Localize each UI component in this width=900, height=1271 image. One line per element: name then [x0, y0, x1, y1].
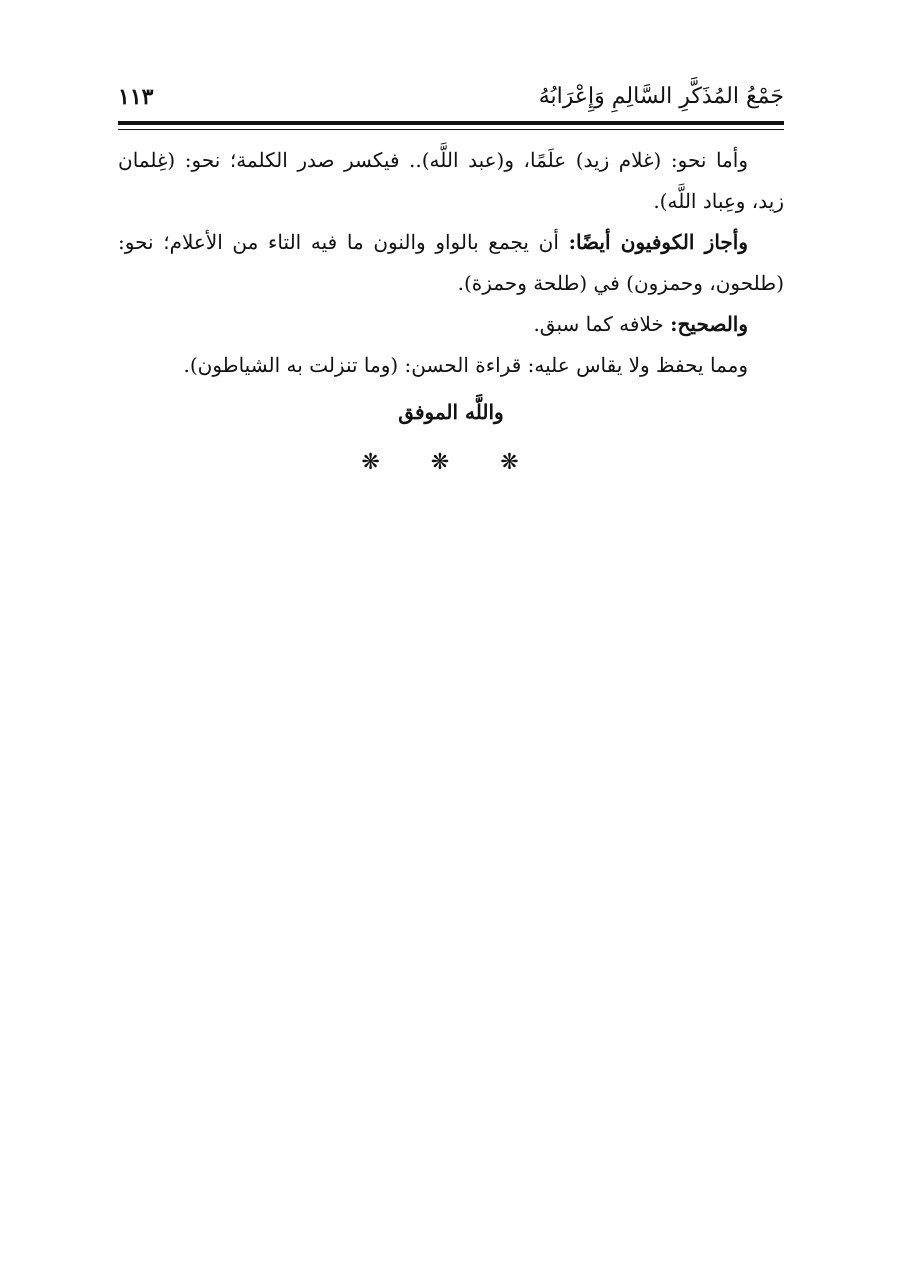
page-header: [118, 80, 784, 120]
header-rule-thick: [118, 121, 784, 125]
paragraph-lead: وأجاز الكوفيون أيضًا:: [568, 230, 749, 254]
page-number: ١١٣: [118, 84, 154, 110]
paragraph: [118, 345, 784, 386]
section-separator: ❋ ❋ ❋: [361, 450, 541, 475]
paragraph-text: ومما يحفظ ولا يقاس عليه: قراءة الحسن: (وما تنزلت به الشياطون).: [183, 353, 748, 377]
header-rule-thin: [118, 129, 784, 130]
paragraph-lead: والصحيح:: [670, 312, 748, 336]
body-text: [118, 140, 784, 386]
paragraph-text: أن يجمع بالواو والنون ما فيه التاء من الأعلام؛ نحو: (طلحون، وحمزون) في (طلحة وحمزة).: [118, 230, 784, 295]
paragraph: [118, 222, 784, 304]
paragraph-text: خلافه كما سبق.: [533, 312, 671, 336]
closing-phrase: واللَّه الموفق: [398, 400, 504, 424]
running-title: جَمْعُ المُذَكَّرِ السَّالِمِ وَإِعْرَابُهُ: [538, 84, 784, 109]
paragraph: [118, 304, 784, 345]
paragraph-text: وأما نحو: (غلام زيد) علَمًا، و(عبد اللَّه).. فيكسر صدر الكلمة؛ نحو: (غِلمان زيد، وعِباد اللَّه).: [118, 148, 784, 213]
paragraph: [118, 140, 784, 222]
